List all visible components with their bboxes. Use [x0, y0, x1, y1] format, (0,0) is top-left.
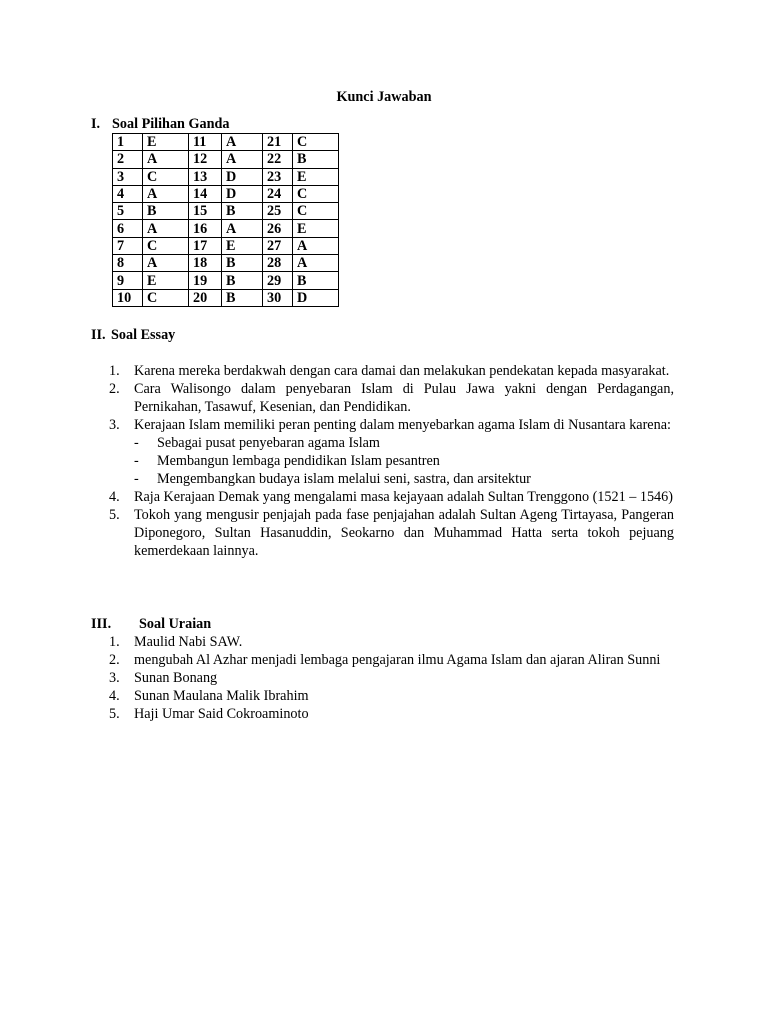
answer-letter-cell: B [222, 203, 263, 220]
list-item-number: 3. [109, 670, 120, 686]
question-number-cell: 16 [189, 220, 222, 237]
sub-list-item-text: Sebagai pusat penyebaran agama Islam [157, 435, 380, 451]
question-number-cell: 2 [113, 151, 143, 168]
list-item [91, 705, 674, 723]
answer-letter-cell: A [143, 151, 189, 168]
question-number-cell: 29 [263, 272, 293, 289]
table-row [113, 237, 339, 254]
answer-letter-cell: E [293, 168, 339, 185]
list-item [91, 362, 674, 380]
answer-letter-cell: A [222, 134, 263, 151]
list-item-number: 4. [109, 688, 120, 704]
list-item-text: mengubah Al Azhar menjadi lembaga pengajaran ilmu Agama Islam dan ajaran Aliran Sunni [134, 652, 661, 668]
answer-letter-cell: B [293, 151, 339, 168]
section-heading-essay [91, 326, 175, 344]
list-item-number: 5. [109, 507, 120, 523]
essay-answer-list [91, 362, 674, 560]
answer-letter-cell: C [143, 237, 189, 254]
list-item-number: 3. [109, 417, 120, 433]
answer-letter-cell: B [222, 289, 263, 306]
answer-letter-cell: B [222, 272, 263, 289]
answer-key-table [112, 133, 339, 307]
table-row [113, 203, 339, 220]
bullet-dash: - [134, 453, 139, 469]
table-row [113, 168, 339, 185]
table-row [113, 134, 339, 151]
question-number-cell: 28 [263, 255, 293, 272]
answer-letter-cell: A [143, 255, 189, 272]
list-item-number: 2. [109, 652, 120, 668]
list-item-text: Karena mereka berdakwah dengan cara damai dan melakukan pendekatan kepada masyarakat. [134, 363, 670, 379]
question-number-cell: 8 [113, 255, 143, 272]
section-title: Soal Essay [111, 327, 176, 343]
list-item-number: 1. [109, 363, 120, 379]
list-item-number: 1. [109, 634, 120, 650]
question-number-cell: 5 [113, 203, 143, 220]
list-item [91, 416, 674, 434]
answer-letter-cell: A [293, 237, 339, 254]
answer-letter-cell: A [222, 220, 263, 237]
section-number: I. [91, 116, 101, 132]
bullet-dash: - [134, 471, 139, 487]
question-number-cell: 11 [189, 134, 222, 151]
list-item-text: Tokoh yang mengusir penjajah pada fase penjajahan adalah Sultan Ageng Tirtayasa, Pangeran Diponegoro, Sultan Hasanuddin, Seokarno dan Muhammad Hatta serta tokoh pejuang kemerdekaan lainnya. [134, 507, 674, 559]
answer-letter-cell: A [222, 151, 263, 168]
list-item [91, 633, 674, 651]
question-number-cell: 19 [189, 272, 222, 289]
answer-letter-cell: E [143, 134, 189, 151]
answer-letter-cell: B [143, 203, 189, 220]
question-number-cell: 18 [189, 255, 222, 272]
answer-letter-cell: C [143, 289, 189, 306]
uraian-answer-list [91, 633, 674, 723]
answer-letter-cell: E [222, 237, 263, 254]
answer-letter-cell: B [293, 272, 339, 289]
question-number-cell: 3 [113, 168, 143, 185]
document-title: Kunci Jawaban [336, 89, 432, 105]
list-item [91, 488, 674, 506]
sub-list-item [91, 434, 674, 452]
list-item-number: 4. [109, 489, 120, 505]
sub-list-item-text: Mengembangkan budaya islam melalui seni, sastra, dan arsitektur [157, 471, 531, 487]
answer-letter-cell: C [293, 203, 339, 220]
question-number-cell: 13 [189, 168, 222, 185]
answer-letter-cell: A [143, 185, 189, 202]
answer-letter-cell: D [222, 168, 263, 185]
question-number-cell: 9 [113, 272, 143, 289]
answer-letter-cell: C [293, 185, 339, 202]
list-item [91, 669, 674, 687]
table-row [113, 185, 339, 202]
table-row [113, 255, 339, 272]
answer-letter-cell: D [222, 185, 263, 202]
list-item-text: Haji Umar Said Cokroaminoto [134, 706, 309, 722]
question-number-cell: 7 [113, 237, 143, 254]
list-item [91, 380, 674, 416]
answer-letter-cell: B [222, 255, 263, 272]
question-number-cell: 14 [189, 185, 222, 202]
question-number-cell: 30 [263, 289, 293, 306]
section-heading-uraian [91, 615, 211, 633]
list-item-number: 2. [109, 381, 120, 397]
table-row [113, 289, 339, 306]
sub-list-item-text: Membangun lembaga pendidikan Islam pesantren [157, 453, 440, 469]
question-number-cell: 24 [263, 185, 293, 202]
question-number-cell: 12 [189, 151, 222, 168]
section-title: Soal Pilihan Ganda [112, 116, 230, 132]
answer-letter-cell: D [293, 289, 339, 306]
answer-letter-cell: E [143, 272, 189, 289]
list-item-text: Sunan Maulana Malik Ibrahim [134, 688, 309, 704]
section-heading-pilihan-ganda [91, 115, 229, 133]
answer-letter-cell: C [293, 134, 339, 151]
question-number-cell: 27 [263, 237, 293, 254]
question-number-cell: 26 [263, 220, 293, 237]
list-item [91, 651, 674, 669]
table-row [113, 272, 339, 289]
list-item [91, 687, 674, 705]
question-number-cell: 10 [113, 289, 143, 306]
list-item-text: Sunan Bonang [134, 670, 218, 686]
list-item-text: Raja Kerajaan Demak yang mengalami masa kejayaan adalah Sultan Trenggono (1521 – 1546) [134, 489, 673, 505]
question-number-cell: 6 [113, 220, 143, 237]
list-item [91, 506, 674, 560]
list-item-text: Cara Walisongo dalam penyebaran Islam di Pulau Jawa yakni dengan Perdagangan, Pernikahan, Tasawuf, Kesenian, dan Pendidikan. [134, 381, 674, 415]
sub-list-item [91, 452, 674, 470]
question-number-cell: 25 [263, 203, 293, 220]
list-item-text: Kerajaan Islam memiliki peran penting dalam menyebarkan agama Islam di Nusantara karena: [134, 417, 671, 433]
question-number-cell: 17 [189, 237, 222, 254]
answer-letter-cell: A [293, 255, 339, 272]
question-number-cell: 22 [263, 151, 293, 168]
table-row [113, 151, 339, 168]
answer-letter-cell: A [143, 220, 189, 237]
question-number-cell: 1 [113, 134, 143, 151]
section-number: III. [91, 616, 112, 632]
answer-letter-cell: E [293, 220, 339, 237]
question-number-cell: 23 [263, 168, 293, 185]
list-item-number: 5. [109, 706, 120, 722]
table-row [113, 220, 339, 237]
sub-list-item [91, 470, 674, 488]
bullet-dash: - [134, 435, 139, 451]
question-number-cell: 4 [113, 185, 143, 202]
section-number: II. [91, 327, 106, 343]
list-item-text: Maulid Nabi SAW. [134, 634, 243, 650]
answer-letter-cell: C [143, 168, 189, 185]
question-number-cell: 21 [263, 134, 293, 151]
question-number-cell: 15 [189, 203, 222, 220]
question-number-cell: 20 [189, 289, 222, 306]
section-title: Soal Uraian [139, 616, 212, 632]
